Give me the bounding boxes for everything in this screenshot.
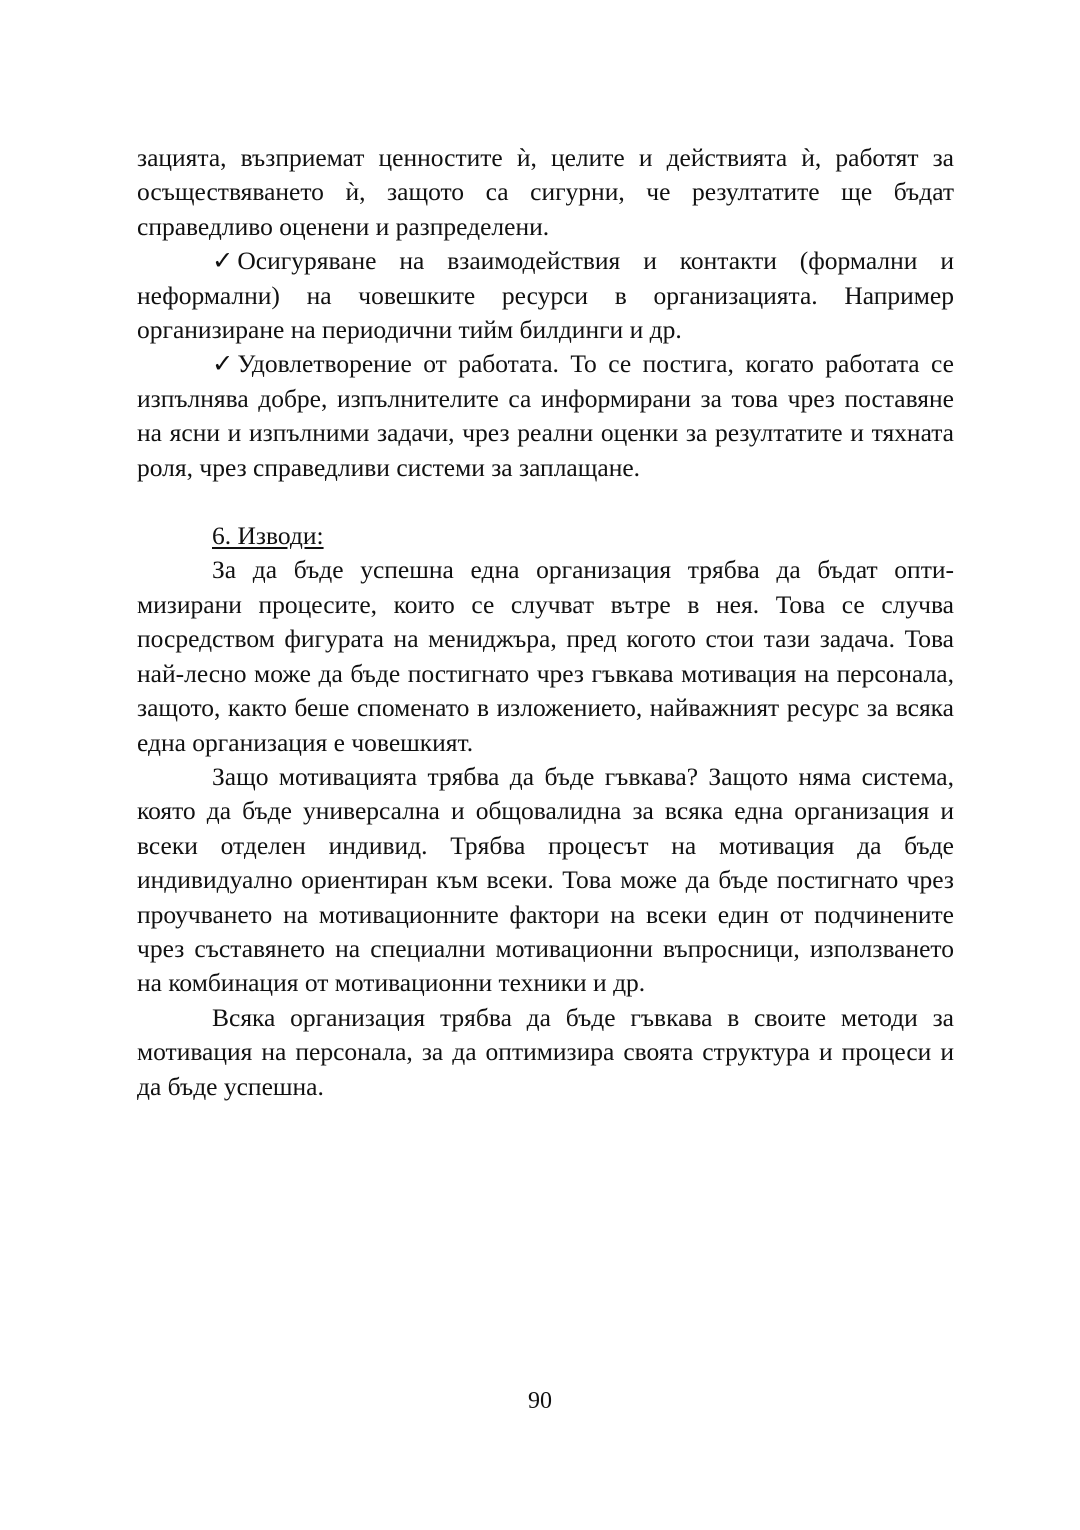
bullet-item-satisfaction	[137, 347, 954, 485]
bullet-text: Удовлетворение от работата. То се постига, когато работата се изпълнява добре, изпълнителите са информирани за това чрез поставяне на ясни и изпълними задачи, чрез реални оценки за резултатите и тяхната роля, чрез справедливи системи за заплащане.	[137, 349, 954, 482]
section-heading	[137, 519, 954, 553]
paragraph: Всяка организация трябва да бъде гъвкава в своите методи за мотивация на персонала, за да оптимизира своята структура и процеси и да бъде успешна.	[137, 1002, 954, 1101]
bullet-text: Осигуряване на взаимодействия и контакти (формални и неформални) на човешките ресурси в организацията. Например организиране на периодични тийм билдинги и др.	[137, 246, 954, 345]
check-icon: ✓	[212, 349, 234, 379]
paragraph-continuation: зацията, възприемат ценностите ѝ, целите и действията ѝ, работят за осъществяването ѝ, защото са сигурни, че резултатите ще бъдат справедливо оценени и разпределени.	[137, 143, 954, 241]
paragraph: За да бъде успешна една организация трябва да бъдат оптимизирани процесите, които се случват вътре в нея. Това се случва посредством фигурата на мениджъра, пред когото стои тази задача. Това най-лесно може да бъде постигнато чрез гъвкава мотивация на персонала, защото, както беше споменато в изложението, найважният ресурс за всяка една организация е човешкият.	[137, 555, 954, 757]
page-number: 90	[528, 1388, 552, 1414]
check-icon: ✓	[212, 246, 234, 276]
bullet-item-interactions	[137, 244, 954, 347]
section-heading-text: 6. Изводи:	[212, 521, 324, 551]
paragraph: Защо мотивацията трябва да бъде гъвкава? Защото няма система, която да бъде универсална и общовалидна за всяка една организация и всеки отделен индивид. Трябва процесът на мотивация да бъде индивидуално ориентиран към всеки. Това може да бъде постигнато чрез проучването на мотивационните фактори на всеки един от подчинените чрез съставянето на специални мотивационни въпросници, използването на комбинация от мотивационни техники и др.	[137, 761, 954, 998]
page-content	[137, 141, 954, 1104]
